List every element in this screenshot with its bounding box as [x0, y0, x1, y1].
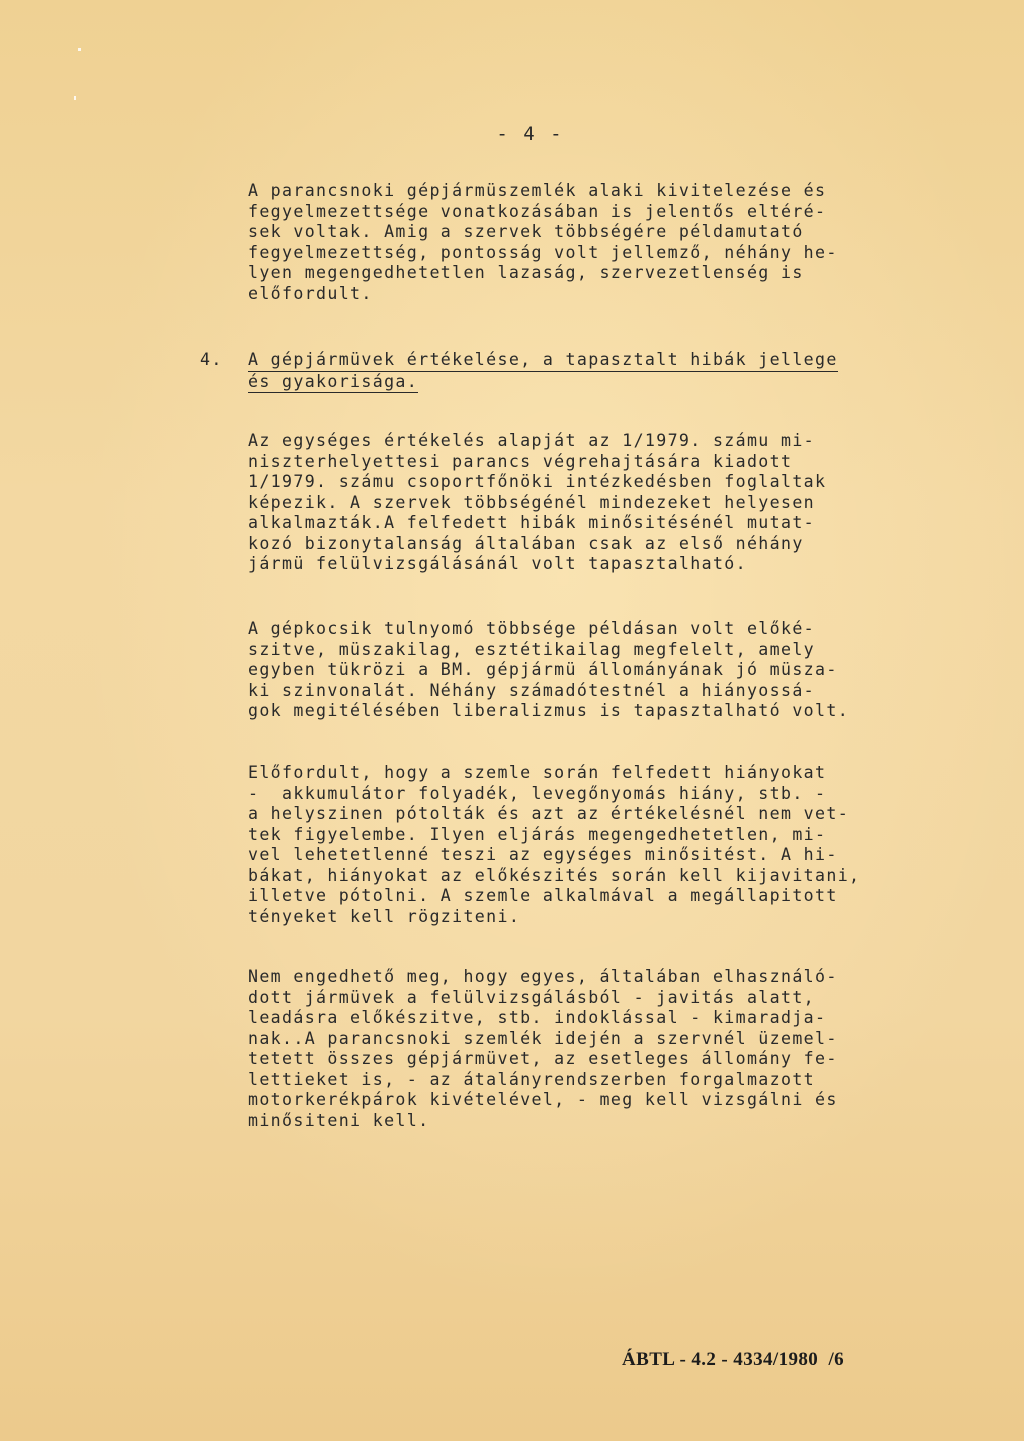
paragraph-on-site-repairs: Előfordult, hogy a szemle során felfedett hiányokat - akkumulátor folyadék, levegőnyomás hiány, stb. - a helyszinen pótolták és azt az értékelésnél nem vet- tek figyelembe. Ilyen eljárás megengedhetetlen, mi- vel lehetetlenné teszi az egységes minősitést. A hi- bákat, hiányokat az előkészités során kell kijavitani, illetve pótolni. A szemle alkalmával a megállapitott tényeket kell rögziteni.	[248, 763, 861, 926]
paper-speck	[74, 96, 76, 100]
section-title	[248, 350, 928, 393]
archive-reference: ÁBTL - 4.2 - 4334/1980 /6	[622, 1349, 845, 1370]
section-number: 4.	[200, 350, 223, 369]
page-number: - 4 -	[496, 123, 564, 145]
section-title-line-2: és gyakorisága.	[248, 372, 418, 394]
paper-speck	[78, 48, 81, 51]
section-title-line-1: A gépjármüvek értékelése, a tapasztalt hibák jellege	[248, 350, 838, 372]
paragraph-evaluation-basis: Az egységes értékelés alapját az 1/1979. számu mi- niszterhelyettesi parancs végrehajtására kiadott 1/1979. számu csoportfőnöki intézkedésben foglaltak képezik. A szervek többségénél mindezeket helyesen alkalmazták.A felfedett hibák minősitésénél mutat- kozó bizonytalanság általában csak az első néhány jármü felülvizsgálásánál volt tapasztalható.	[248, 431, 827, 573]
paragraph-inspection-scope: Nem engedhető meg, hogy egyes, általában elhasználó- dott jármüvek a felülvizsgálásból - javitás alatt, leadásra előkészitve, stb. indoklással - kimaradja- nak..A parancsnoki szemlék idején a szervnél üzemel- tetett összes gépjármüvet, az esetleges állomány fe- lettieket is, - az átalányrendszerben forgalmazott motorkerékpárok kivételével, - meg kell vizsgálni és minősiteni kell.	[248, 967, 838, 1130]
paragraph-vehicle-condition: A gépkocsik tulnyomó többsége példásan volt előké- szitve, müszakilag, esztétikailag megfelelt, amely egyben tükrözi a BM. gépjármü állományának jó müsza- ki szinvonalát. Néhány számadótestnél a hiányossá- gok megitélésében liberalizmus is tapasztalható volt.	[248, 619, 850, 720]
paragraph-discipline: A parancsnoki gépjármüszemlék alaki kivitelezése és fegyelmezettsége vonatkozásában is jelentős eltéré- sek voltak. Amig a szervek többségére példamutató fegyelmezettség, pontosság volt jellemző, néhány he- lyen megengedhetetlen lazaság, szervezetlenség is előfordult.	[248, 181, 838, 303]
